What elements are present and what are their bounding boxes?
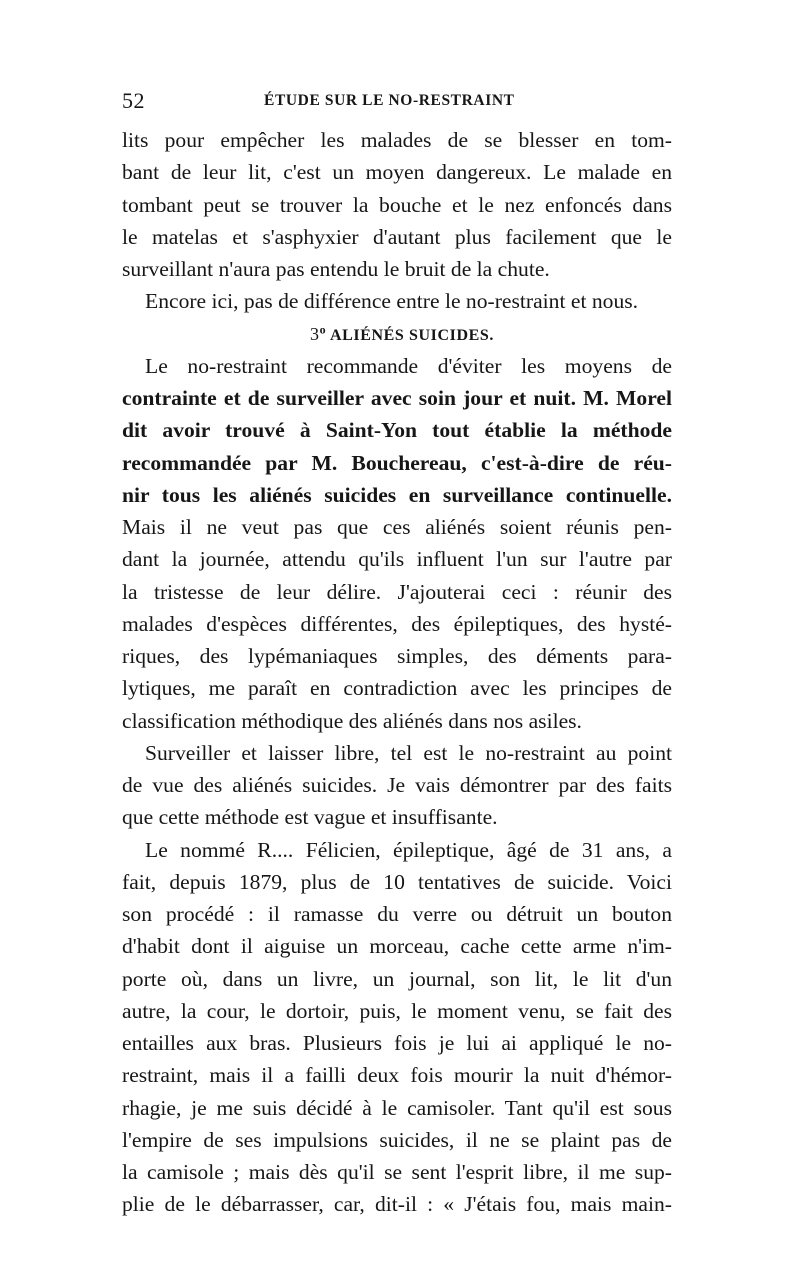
text-line: lits pour empêcher les malades de se blesser en tom-	[122, 128, 672, 152]
text-line: riques, des lypémaniaques simples, des déments para-	[122, 644, 672, 668]
text-line: d'habit dont il aiguise un morceau, cache cette arme n'im-	[122, 934, 672, 959]
text-line: autre, la cour, le dortoir, puis, le moment venu, se fait des	[122, 998, 672, 1023]
text-line: Mais il ne veut pas que ces aliénés soient réunis pen-	[122, 515, 672, 539]
text-line: nir tous les aliénés suicides en surveillance continuelle.	[122, 482, 672, 507]
text-line: son procédé : il ramasse du verre ou détruit un bouton	[122, 902, 672, 926]
section-heading	[122, 318, 672, 350]
running-title: ÉTUDE SUR LE NO-RESTRAINT	[264, 92, 515, 109]
section-title: ALIÉNÉS SUICIDES.	[329, 326, 494, 344]
section-number: 3	[310, 323, 320, 344]
text-line: le matelas et s'asphyxier d'autant plus facilement que le	[122, 224, 672, 249]
section-ordinal: o	[319, 322, 327, 337]
body-text	[122, 124, 672, 1221]
text-line: plie de le débarrasser, car, dit-il : « J'étais fou, mais main-	[122, 1192, 672, 1217]
text-line: restraint, mais il a failli deux fois mourir la nuit d'hémor-	[122, 1063, 672, 1088]
running-head	[122, 88, 672, 114]
text-line: recommandée par M. Bouchereau, c'est-à-dire de réu-	[122, 450, 672, 475]
text-line: malades d'espèces différentes, des épileptiques, des hysté-	[122, 611, 672, 636]
text-line: la camisole ; mais dès qu'il se sent l'esprit libre, il me sup-	[122, 1160, 672, 1184]
text-line: lytiques, me paraît en contradiction avec les principes de	[122, 676, 672, 701]
text-line: Surveiller et laisser libre, tel est le no-restraint au point	[145, 740, 672, 765]
text-line: classification méthodique des aliénés dans nos asiles.	[122, 708, 582, 733]
text-line: Encore ici, pas de différence entre le no-restraint et nous.	[145, 289, 639, 314]
text-line: de vue des aliénés suicides. Je vais démontrer par des faits	[122, 773, 672, 797]
text-line: dit avoir trouvé à Saint-Yon tout établie la méthode	[122, 418, 672, 443]
text-line: l'empire de ses impulsions suicides, il ne se plaint pas de	[122, 1127, 672, 1152]
text-line: Le no-restraint recommande d'éviter les moyens de	[145, 353, 672, 378]
text-line: Le nommé R.... Félicien, épileptique, âgé de 31 ans, a	[145, 837, 672, 862]
text-line: que cette méthode est vague et insuffisante.	[122, 805, 498, 830]
text-line: tombant peut se trouver la bouche et le nez enfoncés dans	[122, 192, 672, 217]
text-line: surveillant n'aura pas entendu le bruit de la chute.	[122, 257, 550, 281]
text-line: la tristesse de leur délire. J'ajouterai ceci : réunir des	[122, 579, 672, 604]
text-line: rhagie, je me suis décidé à le camisoler. Tant qu'il est sous	[122, 1095, 672, 1120]
text-line: dant la journée, attendu qu'ils influent l'un sur l'autre par	[122, 547, 672, 572]
text-line: contrainte et de surveiller avec soin jour et nuit. M. Morel	[122, 386, 672, 410]
text-line: porte où, dans un livre, un journal, son lit, le lit d'un	[122, 966, 672, 991]
text-line: entailles aux bras. Plusieurs fois je lui ai appliqué le no-	[122, 1031, 672, 1055]
text-line: fait, depuis 1879, plus de 10 tentatives de suicide. Voici	[122, 869, 672, 894]
text-line: bant de leur lit, c'est un moyen dangereux. Le malade en	[122, 160, 672, 185]
page-number: 52	[122, 88, 145, 113]
